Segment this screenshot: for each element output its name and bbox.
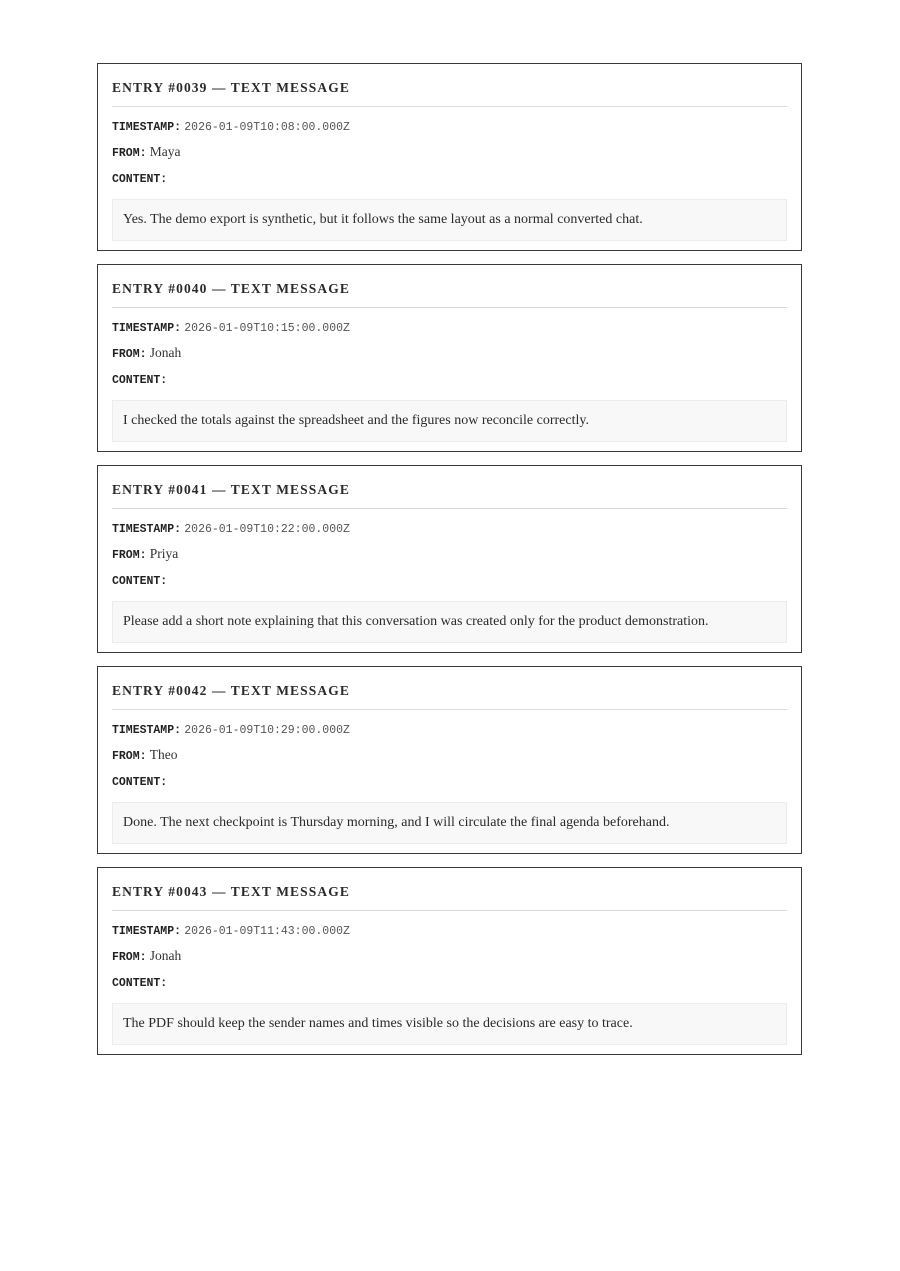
entry-header: ENTRY #0043 — TEXT MESSAGE [112, 868, 787, 911]
message-log [97, 63, 802, 1068]
content-field [112, 366, 787, 392]
timestamp-label: TIMESTAMP: [112, 322, 182, 335]
from-field [112, 541, 787, 567]
entry-header: ENTRY #0040 — TEXT MESSAGE [112, 265, 787, 308]
timestamp-label: TIMESTAMP: [112, 925, 182, 938]
message-content: I checked the totals against the spreadsheet and the figures now reconcile correctly. [112, 400, 787, 442]
message-content: The PDF should keep the sender names and times visible so the decisions are easy to trace. [112, 1003, 787, 1045]
timestamp-value: 2026-01-09T11:43:00.000Z [184, 925, 350, 938]
from-field [112, 742, 787, 768]
from-label: FROM: [112, 750, 147, 763]
content-label: CONTENT: [112, 575, 168, 588]
from-label: FROM: [112, 147, 147, 160]
message-entry [97, 867, 802, 1055]
content-label: CONTENT: [112, 776, 168, 789]
message-entry [97, 63, 802, 251]
sender-name: Jonah [149, 948, 182, 963]
from-field [112, 340, 787, 366]
timestamp-value: 2026-01-09T10:22:00.000Z [184, 523, 350, 536]
sender-name: Jonah [149, 345, 182, 360]
timestamp-field [112, 515, 787, 541]
timestamp-label: TIMESTAMP: [112, 724, 182, 737]
entry-header: ENTRY #0042 — TEXT MESSAGE [112, 667, 787, 710]
message-content: Done. The next checkpoint is Thursday morning, and I will circulate the final agenda beforehand. [112, 802, 787, 844]
timestamp-label: TIMESTAMP: [112, 523, 182, 536]
sender-name: Theo [149, 747, 178, 762]
content-label: CONTENT: [112, 173, 168, 186]
content-field [112, 768, 787, 794]
message-entry [97, 465, 802, 653]
timestamp-field [112, 716, 787, 742]
content-field [112, 969, 787, 995]
timestamp-label: TIMESTAMP: [112, 121, 182, 134]
timestamp-value: 2026-01-09T10:15:00.000Z [184, 322, 350, 335]
message-entry [97, 666, 802, 854]
from-label: FROM: [112, 549, 147, 562]
from-field [112, 139, 787, 165]
message-content: Please add a short note explaining that this conversation was created only for the product demonstration. [112, 601, 787, 643]
timestamp-field [112, 917, 787, 943]
message-content: Yes. The demo export is synthetic, but it follows the same layout as a normal converted chat. [112, 199, 787, 241]
message-entry [97, 264, 802, 452]
from-label: FROM: [112, 348, 147, 361]
content-label: CONTENT: [112, 374, 168, 387]
content-label: CONTENT: [112, 977, 168, 990]
sender-name: Maya [149, 144, 181, 159]
entry-header: ENTRY #0039 — TEXT MESSAGE [112, 64, 787, 107]
from-field [112, 943, 787, 969]
content-field [112, 567, 787, 593]
timestamp-field [112, 314, 787, 340]
entry-header: ENTRY #0041 — TEXT MESSAGE [112, 466, 787, 509]
timestamp-field [112, 113, 787, 139]
timestamp-value: 2026-01-09T10:29:00.000Z [184, 724, 350, 737]
timestamp-value: 2026-01-09T10:08:00.000Z [184, 121, 350, 134]
content-field [112, 165, 787, 191]
from-label: FROM: [112, 951, 147, 964]
sender-name: Priya [149, 546, 179, 561]
